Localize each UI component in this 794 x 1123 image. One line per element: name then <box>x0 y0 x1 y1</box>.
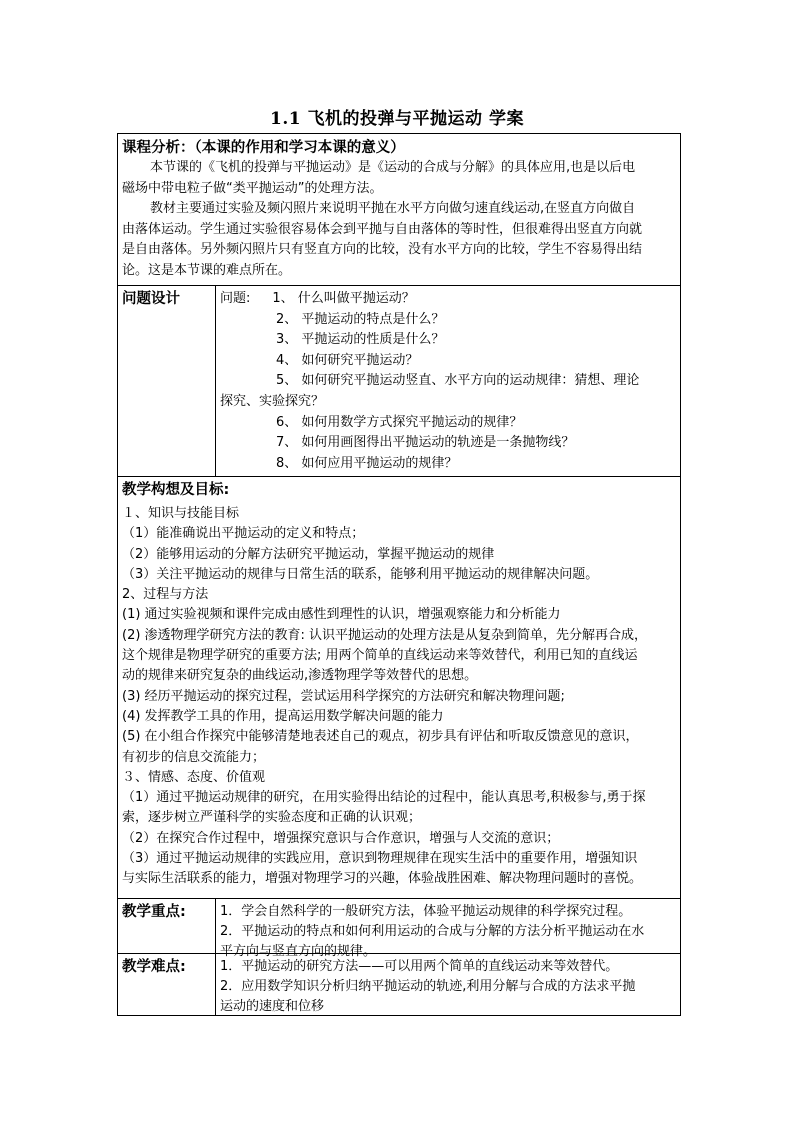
document-title: 1.1 飞机的投弹与平抛运动 学案 <box>270 109 524 129</box>
analysis-line: 论。这是本节课的难点所在。 <box>122 262 292 278</box>
goal-line: （1）通过平抛运动规律的研究，在用实验得出结论的过程中，能认真思考,积极参与,勇于探 <box>122 790 646 806</box>
goal-line: （1）能准确说出平抛运动的定义和特点； <box>122 526 365 542</box>
key-point-line: 1．学会自然科学的一般研究方法，体验平抛运动规律的科学探究过程。 <box>220 904 632 919</box>
course-analysis-heading: 课程分析：（本课的作用和学习本课的意义） <box>122 140 405 156</box>
question-item <box>220 289 676 310</box>
question-item: 8、 如何应用平抛运动的规律？ <box>276 455 458 471</box>
difficult-point-line: 2．应用数学知识分析归纳平抛运动的轨迹,利用分解与合成的方法求平抛 <box>220 979 636 994</box>
question-text: 1、 什么叫做平抛运动？ <box>272 291 415 306</box>
goal-line: (5) 在小组合作探究中能够清楚地表述自己的观点，初步具有评估和听取反馈意见的意识， <box>122 729 639 745</box>
difficult-point-line: 1．平抛运动的研究方法——可以用两个简单的直线运动来等效替代。 <box>220 959 619 974</box>
goal-line: 有初步的信息交流能力； <box>122 749 266 765</box>
question-design-section <box>117 285 681 477</box>
goal-line: １、知识与技能目标 <box>122 506 240 521</box>
question-item: 4、 如何研究平抛运动？ <box>276 352 419 368</box>
teaching-goals-heading: 教学构想及目标: <box>122 482 230 498</box>
goal-line: （3）关注平抛运动的规律与日常生活的联系，能够利用平抛运动的规律解决问题。 <box>122 566 599 582</box>
key-point-line: 平方向与竖直方向的规律。 <box>220 944 377 959</box>
goal-line: 索，逐步树立严谨科学的实验态度和正确的认识观； <box>122 810 422 826</box>
key-points-label-cell <box>118 899 216 953</box>
analysis-line: 磁场中带电粒子做“类平抛运动”的处理方法。 <box>122 180 383 196</box>
goal-line: （3）通过平抛运动规律的实践应用，意识到物理规律在现实生活中的重要作用，增强知识 <box>122 851 638 867</box>
question-item: 7、 如何用画图得出平抛运动的轨迹是一条抛物线？ <box>276 435 575 451</box>
analysis-line: 是自由落体。另外频闪照片只有竖直方向的比较，没有水平方向的比较，学生不容易得出结 <box>122 242 643 257</box>
question-design-label: 问题设计 <box>122 291 180 307</box>
difficult-points-label-cell <box>118 954 216 1015</box>
key-point-line: 2．平抛运动的特点和如何利用运动的合成与分解的方法分析平抛运动在水 <box>220 924 645 939</box>
question-item: 3、 平抛运动的性质是什么？ <box>276 332 445 348</box>
goal-line: ３、情感、态度、价值观 <box>122 769 266 785</box>
goal-line: (4) 发挥教学工具的作用，提高运用数学解决问题的能力 <box>122 708 444 724</box>
question-item: 探究、实验探究？ <box>220 393 325 409</box>
difficult-points-label: 教学难点: <box>122 959 186 975</box>
question-item: 6、 如何用数学方式探究平抛运动的规律？ <box>276 414 523 430</box>
goal-line: 这个规律是物理学研究的重要方法; 用两个简单的直线运动来等效替代，利用已知的直线运 <box>122 648 638 664</box>
question-prefix: 问题: <box>220 291 251 306</box>
key-points-label: 教学重点: <box>122 904 186 920</box>
difficult-points-content <box>216 954 680 1020</box>
goal-line: 2、过程与方法 <box>122 587 209 603</box>
goal-line: (1) 通过实验视频和课件完成由感性到理性的认识，增强观察能力和分析能力 <box>122 607 561 623</box>
difficult-point-line: 运动的速度和位移 <box>220 999 325 1014</box>
question-item: 2、 平抛运动的特点是什么？ <box>276 311 445 327</box>
difficult-points-section <box>117 953 681 1016</box>
course-analysis-section <box>117 133 681 286</box>
key-points-section <box>117 898 681 959</box>
teaching-goals-section <box>117 476 681 899</box>
goal-line: 动的规律来研究复杂的曲线运动,渗透物理学等效替代的思想。 <box>122 668 478 684</box>
analysis-line: 教材主要通过实验及频闪照片来说明平抛在水平方向做匀速直线运动,在竖直方向做自 <box>150 201 636 216</box>
analysis-line: 本节课的《飞机的投弹与平抛运动》是《运动的合成与分解》的具体应用,也是以后电 <box>150 160 636 175</box>
question-item: 5、 如何研究平抛运动竖直、水平方向的运动规律：猜想、理论 <box>276 373 640 389</box>
question-design-label-cell <box>118 286 216 476</box>
goal-line: （2）能够用运动的分解方法研究平抛运动，掌握平抛运动的规律 <box>122 546 495 562</box>
goal-line: (2) 渗透物理学研究方法的教育: 认识平抛运动的处理方法是从复杂到简单，先分解再合成， <box>122 627 648 643</box>
question-design-content <box>216 286 680 477</box>
goal-line: 与实际生活联系的能力，增强对物理学习的兴趣，体验战胜困难、解决物理问题时的喜悦。 <box>122 871 643 887</box>
goal-line: （2）在探究合作过程中，增强探究意识与合作意识，增强与人交流的意识； <box>122 830 560 846</box>
goal-line: (3) 经历平抛运动的探究过程，尝试运用科学探究的方法研究和解决物理问题; <box>122 688 565 704</box>
analysis-line: 由落体运动。学生通过实验很容易体会到平抛与自由落体的等时性，但很难得出竖直方向就 <box>122 221 643 237</box>
